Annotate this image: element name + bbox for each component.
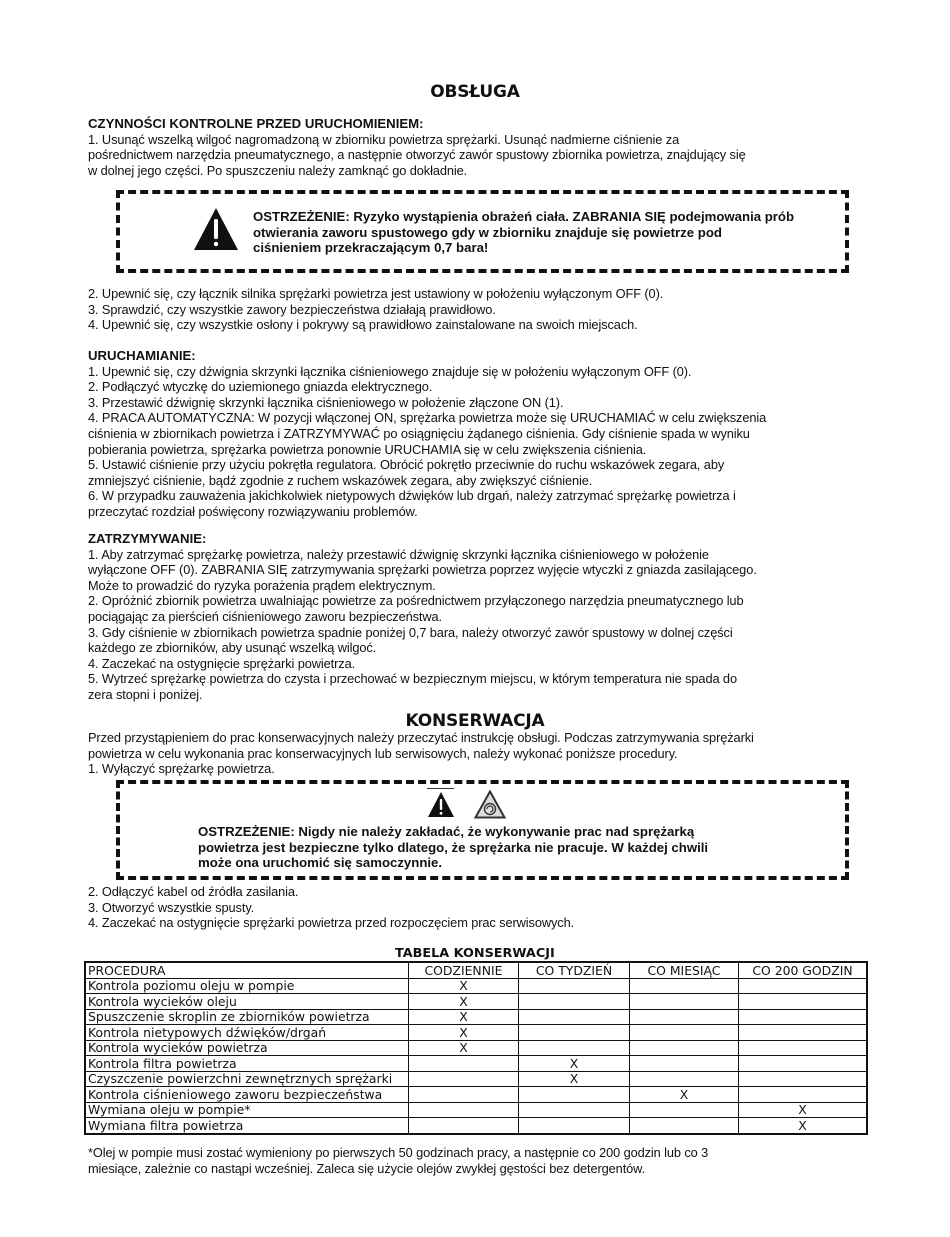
warning-triangle-icon <box>193 207 239 251</box>
procedure-cell: Wymiana oleju w pompie* <box>85 1102 409 1118</box>
frequency-cell <box>630 994 739 1010</box>
frequency-cell <box>409 1102 519 1118</box>
frequency-cell: X <box>409 1025 519 1041</box>
startup-heading: URUCHAMIANIE: <box>88 348 196 363</box>
procedure-cell: Kontrola nietypowych dźwięków/drgań <box>85 1025 409 1041</box>
startup-line: 1. Upewnić się, czy dźwignia skrzynki łącznika ciśnieniowego znajduje się w położeniu wyłączonym OFF (0). <box>88 363 692 379</box>
warning-line: otwierania zaworu spustowego gdy w zbiorniku znajduje się powietrze pod <box>253 224 722 240</box>
startup-line: zmniejszyć ciśnienie, bądź zgodnie z ruchem wskazówek zegara, aby zwiększyć ciśnienie. <box>88 472 593 488</box>
pre-start-step-4: 4. Upewnić się, czy wszystkie osłony i pokrywy są prawidłowo zainstalowane na swoich miejscach. <box>88 317 638 333</box>
startup-line: 3. Przestawić dźwignię skrzynki łącznika ciśnieniowego w położenie złączone ON (1). <box>88 394 564 410</box>
frequency-cell: X <box>409 1040 519 1056</box>
konserwacja-steps-rest <box>88 884 888 931</box>
stopping-line: pociągając za pierścień ciśnieniowego zaworu bezpieczeństwa. <box>88 608 442 624</box>
frequency-cell: X <box>409 978 519 994</box>
frequency-cell <box>739 978 868 994</box>
frequency-cell <box>630 1056 739 1072</box>
frequency-cell <box>519 1025 630 1041</box>
warning-line: OSTRZEŻENIE: Nigdy nie należy zakładać, że wykonywanie prac nad sprężarką <box>198 824 695 839</box>
table-row <box>85 1087 867 1103</box>
frequency-cell <box>739 1025 868 1041</box>
frequency-cell <box>739 1087 868 1103</box>
warning-line: może ona uruchomić się samoczynnie. <box>198 855 443 870</box>
startup-line: 2. Podłączyć wtyczkę do uziemionego gniazda elektrycznego. <box>88 379 433 395</box>
stopping-heading: ZATRZYMYWANIE: <box>88 531 207 546</box>
frequency-cell: X <box>519 1071 630 1087</box>
warning-triangle-icon <box>427 791 455 818</box>
warning-line: powietrza jest bezpieczne tylko dlatego, że sprężarka nie pracuje. W każdej chwili <box>198 839 709 855</box>
table-row <box>85 1102 867 1118</box>
procedure-cell: Kontrola poziomu oleju w pompie <box>85 978 409 994</box>
pre-start-steps-rest <box>88 286 888 333</box>
warning-line: OSTRZEŻENIE: Ryzyko wystąpienia obrażeń ciała. ZABRANIA SIĘ podejmowania prób <box>253 209 795 224</box>
header-cell: CO 200 GODZIN <box>739 962 868 978</box>
frequency-cell <box>519 994 630 1010</box>
frequency-cell <box>630 1118 739 1134</box>
pre-start-heading: CZYNNOŚCI KONTROLNE PRZED URUCHOMIENIEM: <box>88 116 424 131</box>
konserwacja-intro-line: Przed przystąpieniem do prac konserwacyjnych należy przeczytać instrukcję obsługi. Podczas zatrzymywania sprężarki <box>88 730 754 745</box>
table-row <box>85 1056 867 1072</box>
konserwacja-step-1: 1. Wyłączyć sprężarkę powietrza. <box>88 761 275 777</box>
frequency-cell: X <box>630 1087 739 1103</box>
warning-text-drain-valve <box>253 209 843 256</box>
startup-line: przeczytać rozdział poświęcony rozwiązywaniu problemów. <box>88 503 418 519</box>
table-row <box>85 1025 867 1041</box>
konserwacja-step-2: 2. Odłączyć kabel od źródła zasilania. <box>88 884 299 899</box>
frequency-cell <box>630 1025 739 1041</box>
konserwacja-step-4: 4. Zaczekać na ostygnięcie sprężarki powietrza przed rozpoczęciem prac serwisowych. <box>88 915 575 931</box>
frequency-cell <box>519 1102 630 1118</box>
procedure-cell: Czyszczenie powierzchni zewnętrznych sprężarki <box>85 1071 409 1087</box>
table-row <box>85 1009 867 1025</box>
frequency-cell <box>739 1056 868 1072</box>
table-row <box>85 994 867 1010</box>
header-cell: PROCEDURA <box>85 962 409 978</box>
startup-line: ciśnienia w zbiornikach powietrza i ZATRZYMYWAĆ po osiągnięciu żądanego ciśnienia. Gdy ciśnienie spada w wyniku <box>88 425 750 441</box>
frequency-cell: X <box>409 994 519 1010</box>
startup-line: 6. W przypadku zauważenia jakichkolwiek nietypowych dźwięków lub drgań, należy zatrzymać sprężarkę powietrza i <box>88 488 736 504</box>
konserwacja-intro-line: powietrza w celu wykonania prac konserwacyjnych lub serwisowych, należy wykonać poniższe procedury. <box>88 745 678 761</box>
table-caption: TABELA KONSERWACJI <box>395 946 555 961</box>
frequency-cell <box>630 1102 739 1118</box>
frequency-cell <box>519 1040 630 1056</box>
stopping-line: Może to prowadzić do ryzyka porażenia prądem elektrycznym. <box>88 577 436 593</box>
stopping-line: wyłączone OFF (0). ZABRANIA SIĘ zatrzymywania sprężarki powietrza poprzez wyjęcie wtyczki z gniazda zasilającego. <box>88 562 757 578</box>
table-row <box>85 1071 867 1087</box>
section-title-konserwacja: KONSERWACJA <box>405 711 545 731</box>
frequency-cell <box>409 1056 519 1072</box>
stopping-line: 4. Zaczekać na ostygnięcie sprężarki powietrza. <box>88 655 356 671</box>
stopping-section <box>88 531 888 703</box>
frequency-cell <box>519 978 630 994</box>
frequency-cell <box>739 1071 868 1087</box>
table-header-row <box>85 962 867 978</box>
stopping-line: 5. Wytrzeć sprężarkę powietrza do czysta i przechować w bezpiecznym miejscu, w którym temperatura nie spada do <box>88 671 737 687</box>
table-row <box>85 1118 867 1134</box>
frequency-cell <box>630 1071 739 1087</box>
frequency-cell <box>519 1009 630 1025</box>
procedure-cell: Wymiana filtra powietrza <box>85 1118 409 1134</box>
procedure-cell: Spuszczenie skroplin ze zbiorników powietrza <box>85 1009 409 1025</box>
pre-start-step-1-line-3: w dolnej jego części. Po spuszczeniu należy zamknąć go dokładnie. <box>88 162 468 178</box>
pre-start-step-1-line-1: 1. Usunąć wszelką wilgoć nagromadzoną w zbiorniku powietrza sprężarki. Usunąć nadmierne ciśnienie za <box>88 131 680 147</box>
header-cell: CODZIENNIE <box>409 962 519 978</box>
stopping-line: 2. Opróżnić zbiornik powietrza uwalniając powietrze za pośrednictwem przyłączonego narzędzia pneumatycznego lub <box>88 593 744 609</box>
frequency-cell <box>739 1009 868 1025</box>
table-row <box>85 1040 867 1056</box>
konserwacja-intro <box>88 730 888 777</box>
frequency-cell <box>630 1040 739 1056</box>
footnote <box>88 1145 888 1176</box>
warning-line: ciśnieniem przekraczającym 0,7 bara! <box>253 240 489 255</box>
startup-line: 5. Ustawić ciśnienie przy użyciu pokrętła regulatora. Obrócić pokrętło przeciwnie do ruchu wskazówek zegara, aby <box>88 457 725 473</box>
stopping-line: każdego ze zbiorników, aby usunąć wszelką wilgoć. <box>88 640 377 656</box>
icon-divider <box>427 788 454 789</box>
frequency-cell <box>519 1087 630 1103</box>
frequency-cell <box>739 994 868 1010</box>
stopping-line: 1. Aby zatrzymać sprężarkę powietrza, należy przestawić dźwignię skrzynki łącznika ciśnieniowego w położenie <box>88 546 709 562</box>
frequency-cell <box>519 1118 630 1134</box>
section-title-obsluga: OBSŁUGA <box>430 82 520 102</box>
startup-line: 4. PRACA AUTOMATYCZNA: W pozycji włączonej ON, sprężarka powietrza może się URUCHAMIAĆ w celu zwiększenia <box>88 410 767 426</box>
frequency-cell <box>630 1009 739 1025</box>
frequency-cell <box>739 1040 868 1056</box>
stopping-line: 3. Gdy ciśnienie w zbiornikach powietrza spadnie poniżej 0,7 bara, należy otworzyć zawór spustowy w dolnej części <box>88 624 733 640</box>
footnote-line: *Olej w pompie musi zostać wymieniony po pierwszych 50 godzinach pracy, a następnie co 200 godzin lub co 3 <box>88 1145 709 1160</box>
startup-section <box>88 348 888 520</box>
auto-start-warning-icon <box>474 790 506 819</box>
konserwacja-step-3: 3. Otworzyć wszystkie spusty. <box>88 899 255 915</box>
frequency-cell <box>409 1118 519 1134</box>
pre-start-step-3: 3. Sprawdzić, czy wszystkie zawory bezpieczeństwa działają prawidłowo. <box>88 301 496 317</box>
frequency-cell: X <box>409 1009 519 1025</box>
frequency-cell <box>409 1071 519 1087</box>
header-cell: CO TYDZIEŃ <box>519 962 630 978</box>
header-cell: CO MIESIĄC <box>630 962 739 978</box>
pre-start-step-1-line-2: pośrednictwem narzędzia pneumatycznego, a następnie otworzyć zawór spustowy zbiornika powietrza, znajdujący się <box>88 147 746 163</box>
footnote-line: miesiące, zależnie co nastąpi wcześniej. Zaleca się użycie olejów zwykłej gęstości bez detergentów. <box>88 1160 646 1176</box>
pre-start-step-2: 2. Upewnić się, czy łącznik silnika sprężarki powietrza jest ustawiony w położeniu wyłączonym OFF (0). <box>88 286 664 301</box>
procedure-cell: Kontrola ciśnieniowego zaworu bezpieczeństwa <box>85 1087 409 1103</box>
table-row <box>85 978 867 994</box>
maintenance-table <box>84 961 868 1135</box>
frequency-cell <box>409 1087 519 1103</box>
stopping-line: zera stopni i poniżej. <box>88 686 203 702</box>
frequency-cell: X <box>739 1118 868 1134</box>
frequency-cell <box>630 978 739 994</box>
procedure-cell: Kontrola wycieków powietrza <box>85 1040 409 1056</box>
frequency-cell: X <box>519 1056 630 1072</box>
pre-start-section <box>88 116 888 178</box>
procedure-cell: Kontrola wycieków oleju <box>85 994 409 1010</box>
procedure-cell: Kontrola filtra powietrza <box>85 1056 409 1072</box>
frequency-cell: X <box>739 1102 868 1118</box>
warning-text-auto-start <box>198 824 798 871</box>
startup-line: pobierania powietrza, sprężarka powietrza ponownie URUCHAMIA się w celu zwiększenia ciśnienia. <box>88 441 647 457</box>
